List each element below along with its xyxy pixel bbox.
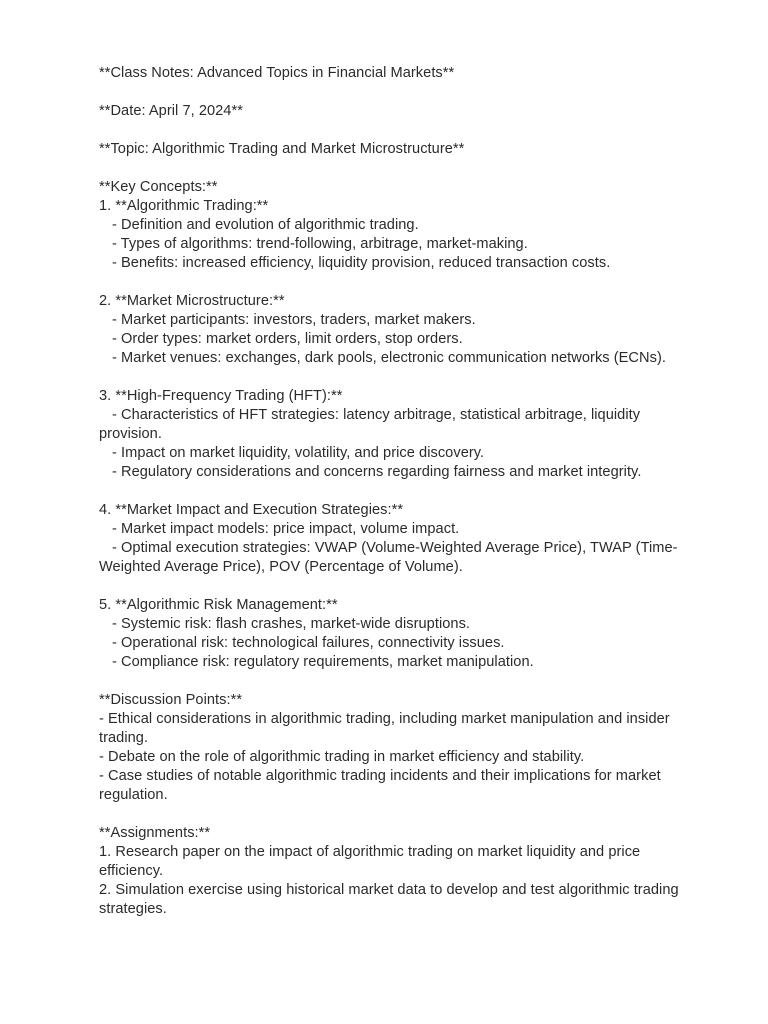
notes-date: **Date: April 7, 2024** [99, 103, 243, 119]
section-title: 3. **High-Frequency Trading (HFT):** [99, 388, 343, 404]
list-item-text: - Characteristics of HFT strategies: latency arbitrage, statistical arbitrage, liquidity provision. [99, 407, 645, 442]
spacer [99, 482, 679, 501]
list-item-text: - Operational risk: technological failures, connectivity issues. [112, 635, 505, 651]
list-item: - Ethical considerations in algorithmic trading, including market manipulation and insider trading. [99, 711, 674, 746]
section-title: 1. **Algorithmic Trading:** [99, 198, 269, 214]
list-item: 1. Research paper on the impact of algorithmic trading on market liquidity and price efficiency. [99, 844, 645, 879]
list-item [99, 520, 679, 539]
discussion-heading: **Discussion Points:** [99, 692, 243, 708]
section-title-text: 2. **Market Microstructure:** [99, 293, 285, 309]
list-item [99, 235, 679, 254]
spacer [99, 368, 679, 387]
list-item-text: - Impact on market liquidity, volatility, and price discovery. [112, 445, 485, 461]
list-item-text: - Systemic risk: flash crashes, market-wide disruptions. [112, 616, 471, 632]
list-item [99, 444, 679, 463]
list-item [99, 330, 679, 349]
key-concepts-heading: **Key Concepts:** [99, 179, 218, 195]
assignments-heading: **Assignments:** [99, 825, 211, 841]
list-item [99, 216, 679, 235]
list-item-text: - Benefits: increased efficiency, liquidity provision, reduced transaction costs. [112, 255, 611, 271]
list-item [99, 634, 679, 653]
list-item [99, 653, 679, 672]
list-item: - Debate on the role of algorithmic trading in market efficiency and stability. [99, 749, 585, 765]
list-item-text: - Definition and evolution of algorithmic trading. [112, 217, 419, 233]
list-item-wrapping [99, 463, 679, 482]
list-item-text: - Market impact models: price impact, volume impact. [112, 521, 460, 537]
list-item-wrapping [99, 539, 679, 577]
list-item: 2. Simulation exercise using historical market data to develop and test algorithmic trading strategies. [99, 882, 683, 917]
list-item-text: - Types of algorithms: trend-following, arbitrage, market-making. [112, 236, 528, 252]
spacer [99, 577, 679, 596]
spacer [99, 672, 679, 691]
list-item-wrapping [99, 349, 679, 368]
spacer [99, 805, 679, 824]
section-title: 4. **Market Impact and Execution Strategies:** [99, 502, 404, 518]
list-item-text: - Compliance risk: regulatory requirements, market manipulation. [112, 654, 534, 670]
list-item-text: - Optimal execution strategies: VWAP (Volume-Weighted Average Price), TWAP (Time-Weighted Average Price), POV (Percentage of Volume). [99, 540, 678, 575]
list-item [99, 311, 679, 330]
section-title [99, 292, 679, 311]
spacer [99, 159, 679, 178]
spacer [99, 121, 679, 140]
spacer [99, 273, 679, 292]
list-item-text: - Market venues: exchanges, dark pools, electronic communication networks (ECNs). [112, 350, 666, 366]
section-title: 5. **Algorithmic Risk Management:** [99, 597, 338, 613]
list-item-text: - Order types: market orders, limit orders, stop orders. [112, 331, 463, 347]
list-item: - Case studies of notable algorithmic trading incidents and their implications for market regulation. [99, 768, 665, 803]
notes-title: **Class Notes: Advanced Topics in Financial Markets** [99, 65, 455, 81]
spacer [99, 83, 679, 102]
list-item [99, 615, 679, 634]
notes-topic: **Topic: Algorithmic Trading and Market Microstructure** [99, 141, 465, 157]
list-item-text: - Market participants: investors, traders, market makers. [112, 312, 476, 328]
list-item [99, 254, 679, 273]
list-item-text: - Regulatory considerations and concerns regarding fairness and market integrity. [112, 464, 642, 480]
list-item-wrapping [99, 406, 679, 444]
class-notes-document [99, 64, 683, 919]
